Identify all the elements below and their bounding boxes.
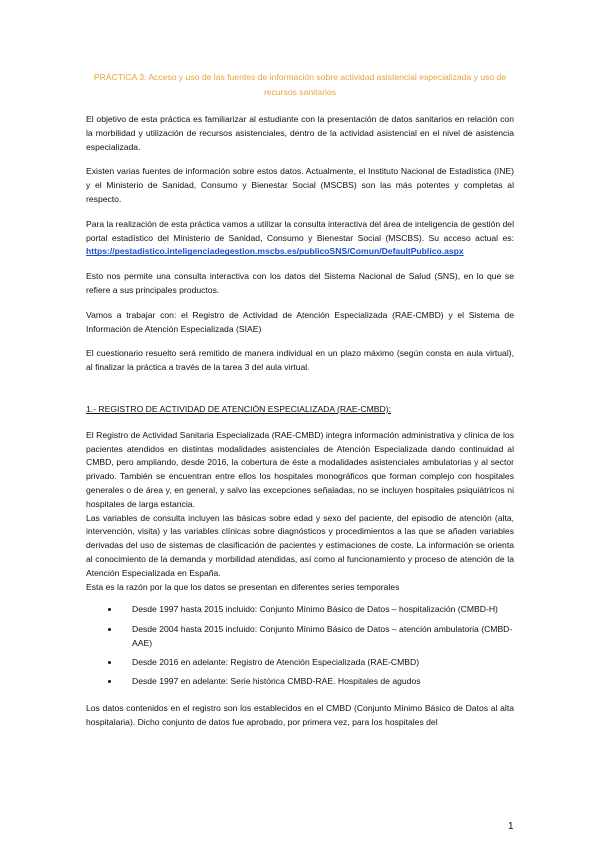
intro-paragraph-work: Vamos a trabajar con: el Registro de Actividad de Atención Especializada (RAE-CMBD) y el Sistema de Información de Atención Especializada (SIAE) <box>86 309 514 334</box>
intro-paragraph-questionnaire: El cuestionario resuelto será remitido de manera individual en un plazo máximo (según consta en aula virtual), al finalizar la práctica a través de la tarea 3 del aula virtual. <box>86 348 514 373</box>
section-heading: 1.- REGISTRO DE ACTIVIDAD DE ATENCIÓN ESPECIALIZADA (RAE-CMBD): <box>86 403 391 414</box>
section-paragraph-variables: Las variables de consulta incluyen las básicas sobre edad y sexo del paciente, del episodio de atención (alta, intervención, visita) y las variables clínicas sobre diagnósticos y procedimientos a las que se añaden variables derivadas del uso de sistemas de clasificación de pacientes y estimaciones de coste. La información se orienta al conocimiento de la demanda y morbilidad atendidas, así como al funcionamiento y proceso de atención de la Atención Especializada en España. <box>86 512 514 578</box>
section-paragraph-series: Esta es la razón por la que los datos se presentan en diferentes series temporales <box>86 581 400 592</box>
list-item: • Desde 1997 en adelante: Serie histórica CMBD-RAE. Hospitales de agudos <box>120 674 514 688</box>
portal-link[interactable]: https://pestadistico.inteligenciadegestion.mscbs.es/publicoSNS/Comun/DefaultPublico.aspx <box>86 246 464 257</box>
list-item: • Desde 2004 hasta 2015 incluido: Conjunto Mínimo Básico de Datos – atención ambulatoria (CMBD-AAE) <box>120 622 514 650</box>
document-title: PRÁCTICA 3: Acceso y uso de las fuentes de información sobre actividad asistencial especializada y uso de recursos sanitarios <box>93 72 507 97</box>
intro-paragraph-objective: El objetivo de esta práctica es familiarizar al estudiante con la presentación de datos sanitarios en relación con la morbilidad y utilización de recursos asistenciales, dentro de la actividad asistencial en el nivel de asistencia especializada. <box>86 114 514 152</box>
section-paragraph-registry: El Registro de Actividad Sanitaria Especializada (RAE-CMBD) integra información administrativa y clínica de los pacientes atendidos en distintas modalidades asistenciales de Atención Especializada dando continuidad al CMBD, pero ampliando, desde 2016, la cobertura de éste a modalidades asistenciales ambulatorias y al sector privado. También se encuentran entre ellos los hospitales monográficos que forman complejo con hospitales generales o de área y, en general, y salvo las excepciones señaladas, no se incluyen hospitales psiquiátricos ni hospitales de larga estancia. <box>86 429 514 509</box>
page-content <box>86 70 514 741</box>
section-paragraph-cmbd: Los datos contenidos en el registro son los establecidos en el CMBD (Conjunto Mínimo Básico de Datos al alta hospitalaria). Dicho conjunto de datos fue aprobado, por primera vez, para los hospitales del <box>86 703 514 728</box>
intro-paragraph-access <box>86 218 514 259</box>
list-item: • Desde 2016 en adelante: Registro de Atención Especializada (RAE-CMBD) <box>120 655 514 669</box>
intro-paragraph-sns: Esto nos permite una consulta interactiva con los datos del Sistema Nacional de Salud (SNS), en lo que se refiere a sus principales productos. <box>86 271 514 295</box>
list-item: • Desde 1997 hasta 2015 incluido: Conjunto Mínimo Básico de Datos – hospitalización (CMBD-H) <box>120 602 514 616</box>
access-text: Para la realización de esta práctica vamos a utilizar la consulta interactiva del área de inteligencia de gestión del portal estadístico del Ministerio de Sanidad, Consumo y Bienestar Social (MSCBS). Su acceso actual es: <box>86 218 514 243</box>
series-list <box>86 602 514 688</box>
page-number: 1 <box>508 821 514 832</box>
intro-paragraph-sources: Existen varias fuentes de información sobre estos datos. Actualmente, el Instituto Nacional de Estadística (INE) y el Ministerio de Sanidad, Consumo y Bienestar Social (MSCBS) son las más potentes y completas al respecto. <box>86 166 514 204</box>
